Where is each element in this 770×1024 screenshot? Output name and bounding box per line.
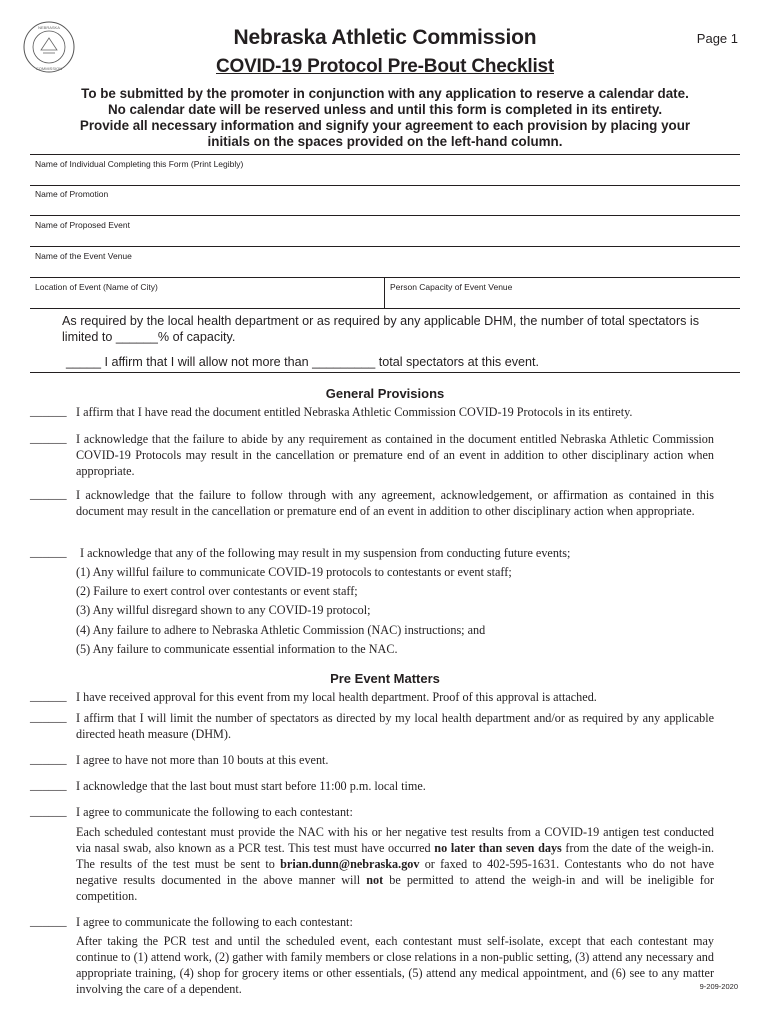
- svg-text:NEBRASKA: NEBRASKA: [38, 25, 60, 30]
- pre-event-item-6: I agree to communicate the following to each contestant:: [76, 915, 353, 929]
- page-number: Page 1: [696, 31, 738, 46]
- initials-blank[interactable]: ______: [30, 545, 67, 559]
- pre-event-item-6-body: After taking the PCR test and until the scheduled event, each contestant must self-isolate, except that each contestant may continue to (1) attend work, (2) gather with family members or close relations in a non-public setting, (3) attend any necessary and appropriate training, (4) shop for grocery items or other essentials, (5) attend any medical appointment, and (6) see to any matter involving the care of a dependent.: [76, 934, 714, 996]
- instruction-line: initials on the spaces provided on the left-hand column.: [207, 134, 563, 149]
- general-provision-3: I acknowledge that the failure to follow through with any agreement, acknowledgement, or affirmation as contained in this document may result in the cancellation or premature end of an event in addition to other disciplinary action when appropriate.: [76, 488, 714, 518]
- capacity-field[interactable]: Person Capacity of Event Venue: [390, 282, 513, 292]
- general-provisions-heading: General Provisions: [325, 386, 445, 401]
- list-item: (1) Any willful failure to communicate COVID-19 protocols to contestants or event staff;: [76, 565, 512, 579]
- initials-blank[interactable]: ______: [30, 778, 67, 792]
- pre-event-item-4: I acknowledge that the last bout must start before 11:00 p.m. local time.: [76, 779, 426, 793]
- form-subtitle: COVID-19 Protocol Pre-Bout Checklist: [215, 56, 555, 77]
- field-label: Name of Proposed Event: [35, 220, 130, 230]
- initials-blank[interactable]: ______: [30, 404, 67, 418]
- pre-event-heading: Pre Event Matters: [330, 671, 440, 686]
- form-title: Nebraska Athletic Commission: [233, 26, 537, 49]
- initials-blank[interactable]: ______: [30, 487, 67, 501]
- initials-blank[interactable]: ______: [30, 710, 67, 724]
- list-item: (3) Any willful disregard shown to any COVID-19 protocol;: [76, 603, 371, 617]
- initials-blank[interactable]: ______: [30, 689, 67, 703]
- spectator-affirmation[interactable]: _____ I affirm that I will allow not more than _________ total spectators at this event.: [66, 355, 540, 369]
- pre-event-item-1: I have received approval for this event from my local health department. Proof of this approval is attached.: [76, 690, 597, 704]
- event-name-field[interactable]: [30, 216, 740, 247]
- initials-blank[interactable]: ______: [30, 914, 67, 928]
- general-provision-4: I acknowledge that any of the following may result in my suspension from conducting future events;: [80, 546, 571, 560]
- general-provision-1: I affirm that I have read the document entitled Nebraska Athletic Commission COVID-19 Protocols in its entirety.: [76, 405, 633, 419]
- svg-text:COMMISSION: COMMISSION: [35, 66, 63, 71]
- promotion-name-field[interactable]: [30, 185, 740, 216]
- list-item: (5) Any failure to communicate essential information to the NAC.: [76, 642, 398, 656]
- instruction-line: No calendar date will be reserved unless and until this form is completed in its entirety.: [107, 102, 663, 117]
- location-field[interactable]: Location of Event (Name of City): [35, 282, 158, 292]
- field-label: Name of Individual Completing this Form (Print Legibly): [35, 159, 244, 169]
- instructions: [30, 86, 740, 150]
- instruction-line: To be submitted by the promoter in conjunction with any application to reserve a calendar date.: [81, 86, 689, 101]
- field-label: Name of the Event Venue: [35, 251, 132, 261]
- initials-blank[interactable]: ______: [30, 431, 67, 445]
- form-code: 9-209-2020: [699, 982, 738, 991]
- field-divider: [384, 278, 385, 308]
- initials-blank[interactable]: ______: [30, 804, 67, 818]
- instruction-line: Provide all necessary information and signify your agreement to each provision by placing your: [79, 118, 691, 133]
- pre-event-item-5-body: Each scheduled contestant must provide the NAC with his or her negative test results from a COVID-19 antigen test conducted via nasal swab, also known as a PCR test. This test must have occurred no later than seven days from the date of the weigh-in. The results of the test must be sent to brian.dunn@nebraska.gov or faxed to 402-595-1631. Contestants who do not have negative results documented in the above manner will not be permitted to attend the weigh-in and will be ineligible for competition.: [76, 825, 715, 903]
- pre-event-item-2: I affirm that I will limit the number of spectators as directed by my local health department and/or as required by any applicable directed heath measure (DHM).: [76, 711, 714, 741]
- pre-event-item-3: I agree to have not more than 10 bouts at this event.: [76, 753, 329, 767]
- location-row: [30, 278, 740, 309]
- list-item: (4) Any failure to adhere to Nebraska Athletic Commission (NAC) instructions; and: [76, 623, 486, 637]
- venue-name-field[interactable]: [30, 247, 740, 278]
- spectator-limit-text: As required by the local health department or as required by any applicable DHM, the number of total spectators is limited to ______% of capacity.: [62, 314, 700, 344]
- general-provision-2: I acknowledge that the failure to abide by any requirement as contained in the document entitled Nebraska Athletic Commission COVID-19 Protocols may result in the cancellation or premature end of an event in addition to other disciplinary action when appropriate.: [76, 432, 714, 478]
- list-item: (2) Failure to exert control over contestants or event staff;: [76, 584, 358, 598]
- pre-event-item-5: I agree to communicate the following to each contestant:: [76, 805, 353, 819]
- individual-name-field[interactable]: [30, 154, 740, 186]
- field-label: Name of Promotion: [35, 189, 109, 199]
- initials-blank[interactable]: ______: [30, 752, 67, 766]
- divider: [30, 372, 740, 373]
